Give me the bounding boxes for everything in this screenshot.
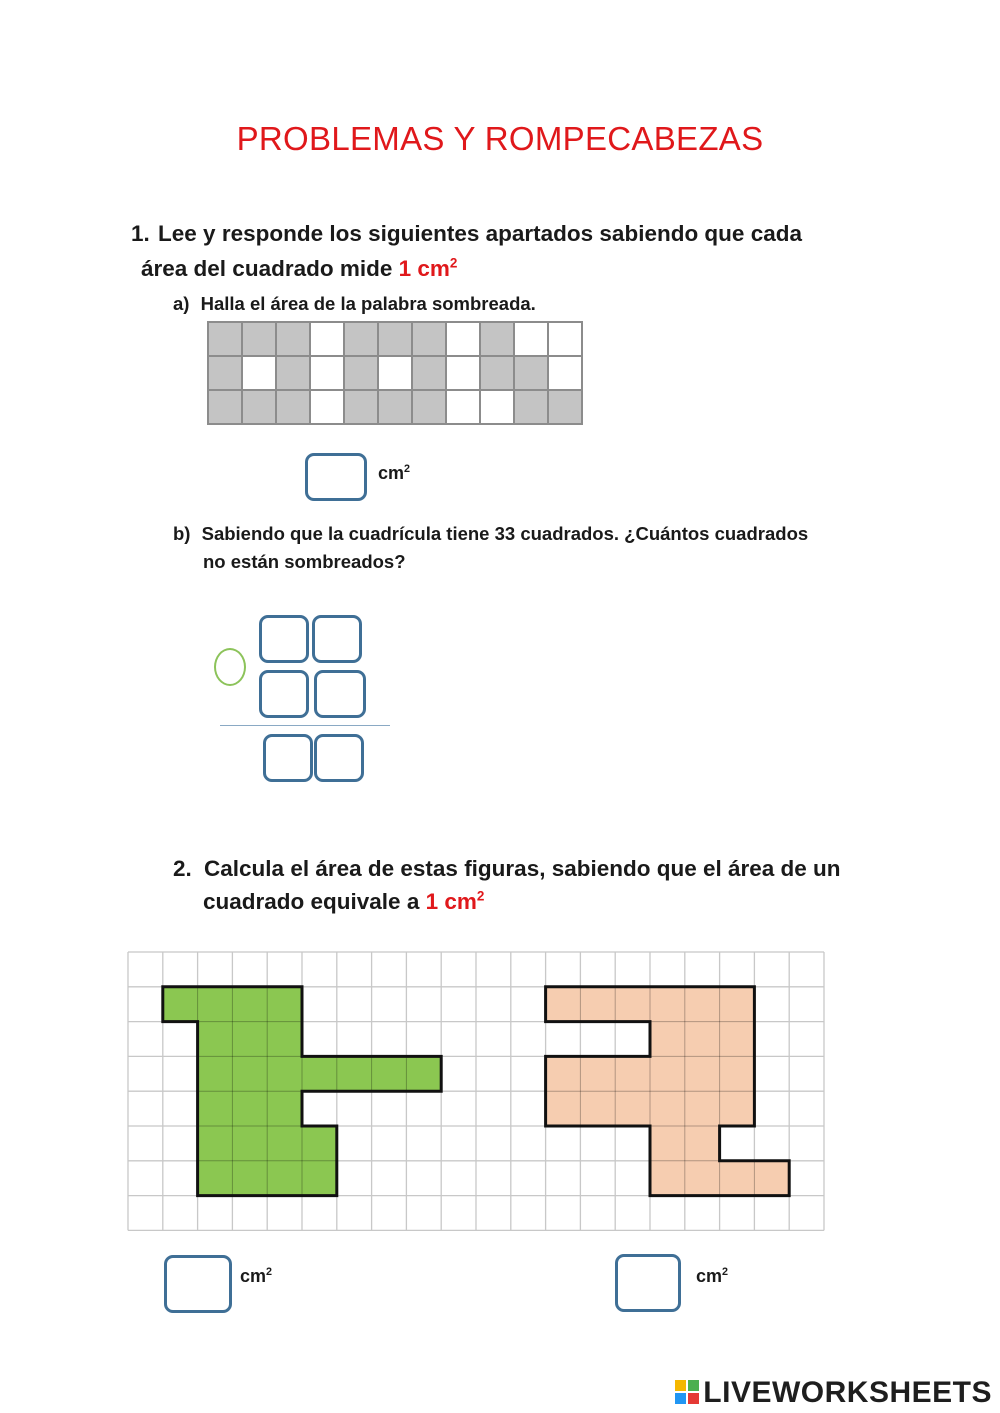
word-grid-cell (344, 322, 378, 356)
word-grid-cell (446, 390, 480, 424)
liveworksheets-logo (675, 1376, 992, 1410)
word-grid-cell (446, 322, 480, 356)
answer-box-figure-2[interactable] (615, 1254, 681, 1312)
unit-exponent: 2 (476, 888, 485, 904)
word-grid-cell (412, 390, 446, 424)
brand-name: LIVEWORKSHEETS (703, 1376, 992, 1409)
word-grid-cell (446, 356, 480, 390)
word-grid-cell (548, 390, 582, 424)
answer-box-1a[interactable] (305, 453, 367, 501)
unit-exponent: 2 (404, 463, 411, 475)
word-grid-cell (208, 356, 242, 390)
word-grid-cell (412, 356, 446, 390)
answer-unit-1a (378, 463, 410, 484)
word-grid-cell (310, 322, 344, 356)
word-grid-cell (344, 356, 378, 390)
top-digit-box-2[interactable] (312, 615, 362, 663)
operation-sign-input[interactable] (214, 648, 246, 686)
word-grid-cell (276, 356, 310, 390)
question-1-line2: área del cuadrado mide (141, 256, 393, 281)
word-grid-cell (208, 390, 242, 424)
question-1b-line1: Sabiendo que la cuadrícula tiene 33 cuadrados. ¿Cuántos cuadrados (201, 523, 809, 544)
unit-exponent: 2 (722, 1266, 729, 1278)
question-1b-line2: no están sombreados? (203, 551, 406, 572)
page-title: PROBLEMAS Y ROMPECABEZAS (236, 120, 764, 157)
figures-grid (126, 950, 830, 1246)
unit-value: 1 cm (398, 256, 450, 281)
unit-value: 1 cm (425, 889, 477, 914)
unit-text: cm (240, 1266, 267, 1286)
word-grid-cell (548, 356, 582, 390)
bottom-digit-box-2[interactable] (314, 670, 366, 718)
word-grid-cell (378, 390, 412, 424)
word-grid-cell (310, 390, 344, 424)
question-2 (173, 852, 841, 886)
operation-divider (220, 725, 390, 726)
question-1a-text: Halla el área de la palabra sombreada. (200, 293, 536, 314)
answer-unit-figure-1 (240, 1266, 272, 1287)
word-grid-cell (480, 356, 514, 390)
word-grid-cell (276, 390, 310, 424)
unit-text: cm (378, 463, 405, 483)
question-number: 2. (173, 856, 192, 881)
word-grid-cell (514, 356, 548, 390)
top-digit-box-1[interactable] (259, 615, 309, 663)
bottom-digit-box-1[interactable] (259, 670, 309, 718)
question-2-line1: Calcula el área de estas figuras, sabiendo que el área de un (204, 856, 841, 881)
question-1 (131, 217, 802, 251)
word-grid-cell (480, 322, 514, 356)
word-grid-cell (310, 356, 344, 390)
word-grid-cell (514, 390, 548, 424)
sub-letter: b) (173, 523, 191, 544)
word-grid-cell (514, 322, 548, 356)
word-grid-cell (378, 356, 412, 390)
unit-exponent: 2 (266, 1266, 273, 1278)
question-2-line2-wrap (203, 885, 484, 919)
unit-text: cm (696, 1266, 723, 1286)
word-grid-cell (242, 322, 276, 356)
result-digit-box-1[interactable] (263, 734, 313, 782)
question-2-line2: cuadrado equivale a (203, 889, 420, 914)
word-grid-cell (242, 390, 276, 424)
shaded-word-grid (206, 320, 586, 428)
result-digit-box-2[interactable] (314, 734, 364, 782)
word-grid-cell (344, 390, 378, 424)
word-grid-cell (480, 390, 514, 424)
question-1-line1: Lee y responde los siguientes apartados sabiendo que cada (158, 221, 802, 246)
answer-box-figure-1[interactable] (164, 1255, 232, 1313)
unit-exponent: 2 (449, 255, 458, 271)
word-grid-cell (276, 322, 310, 356)
sub-letter: a) (173, 293, 190, 314)
word-grid-cell (242, 356, 276, 390)
word-grid-cell (548, 322, 582, 356)
question-1b (173, 520, 808, 548)
word-grid-cell (378, 322, 412, 356)
question-1-line2-wrap (141, 252, 457, 286)
question-number: 1. (131, 221, 150, 246)
word-grid-cell (412, 322, 446, 356)
word-grid-cell (208, 322, 242, 356)
liveworksheets-logo-icon (675, 1380, 699, 1404)
question-1a (173, 290, 536, 318)
answer-unit-figure-2 (696, 1266, 728, 1287)
